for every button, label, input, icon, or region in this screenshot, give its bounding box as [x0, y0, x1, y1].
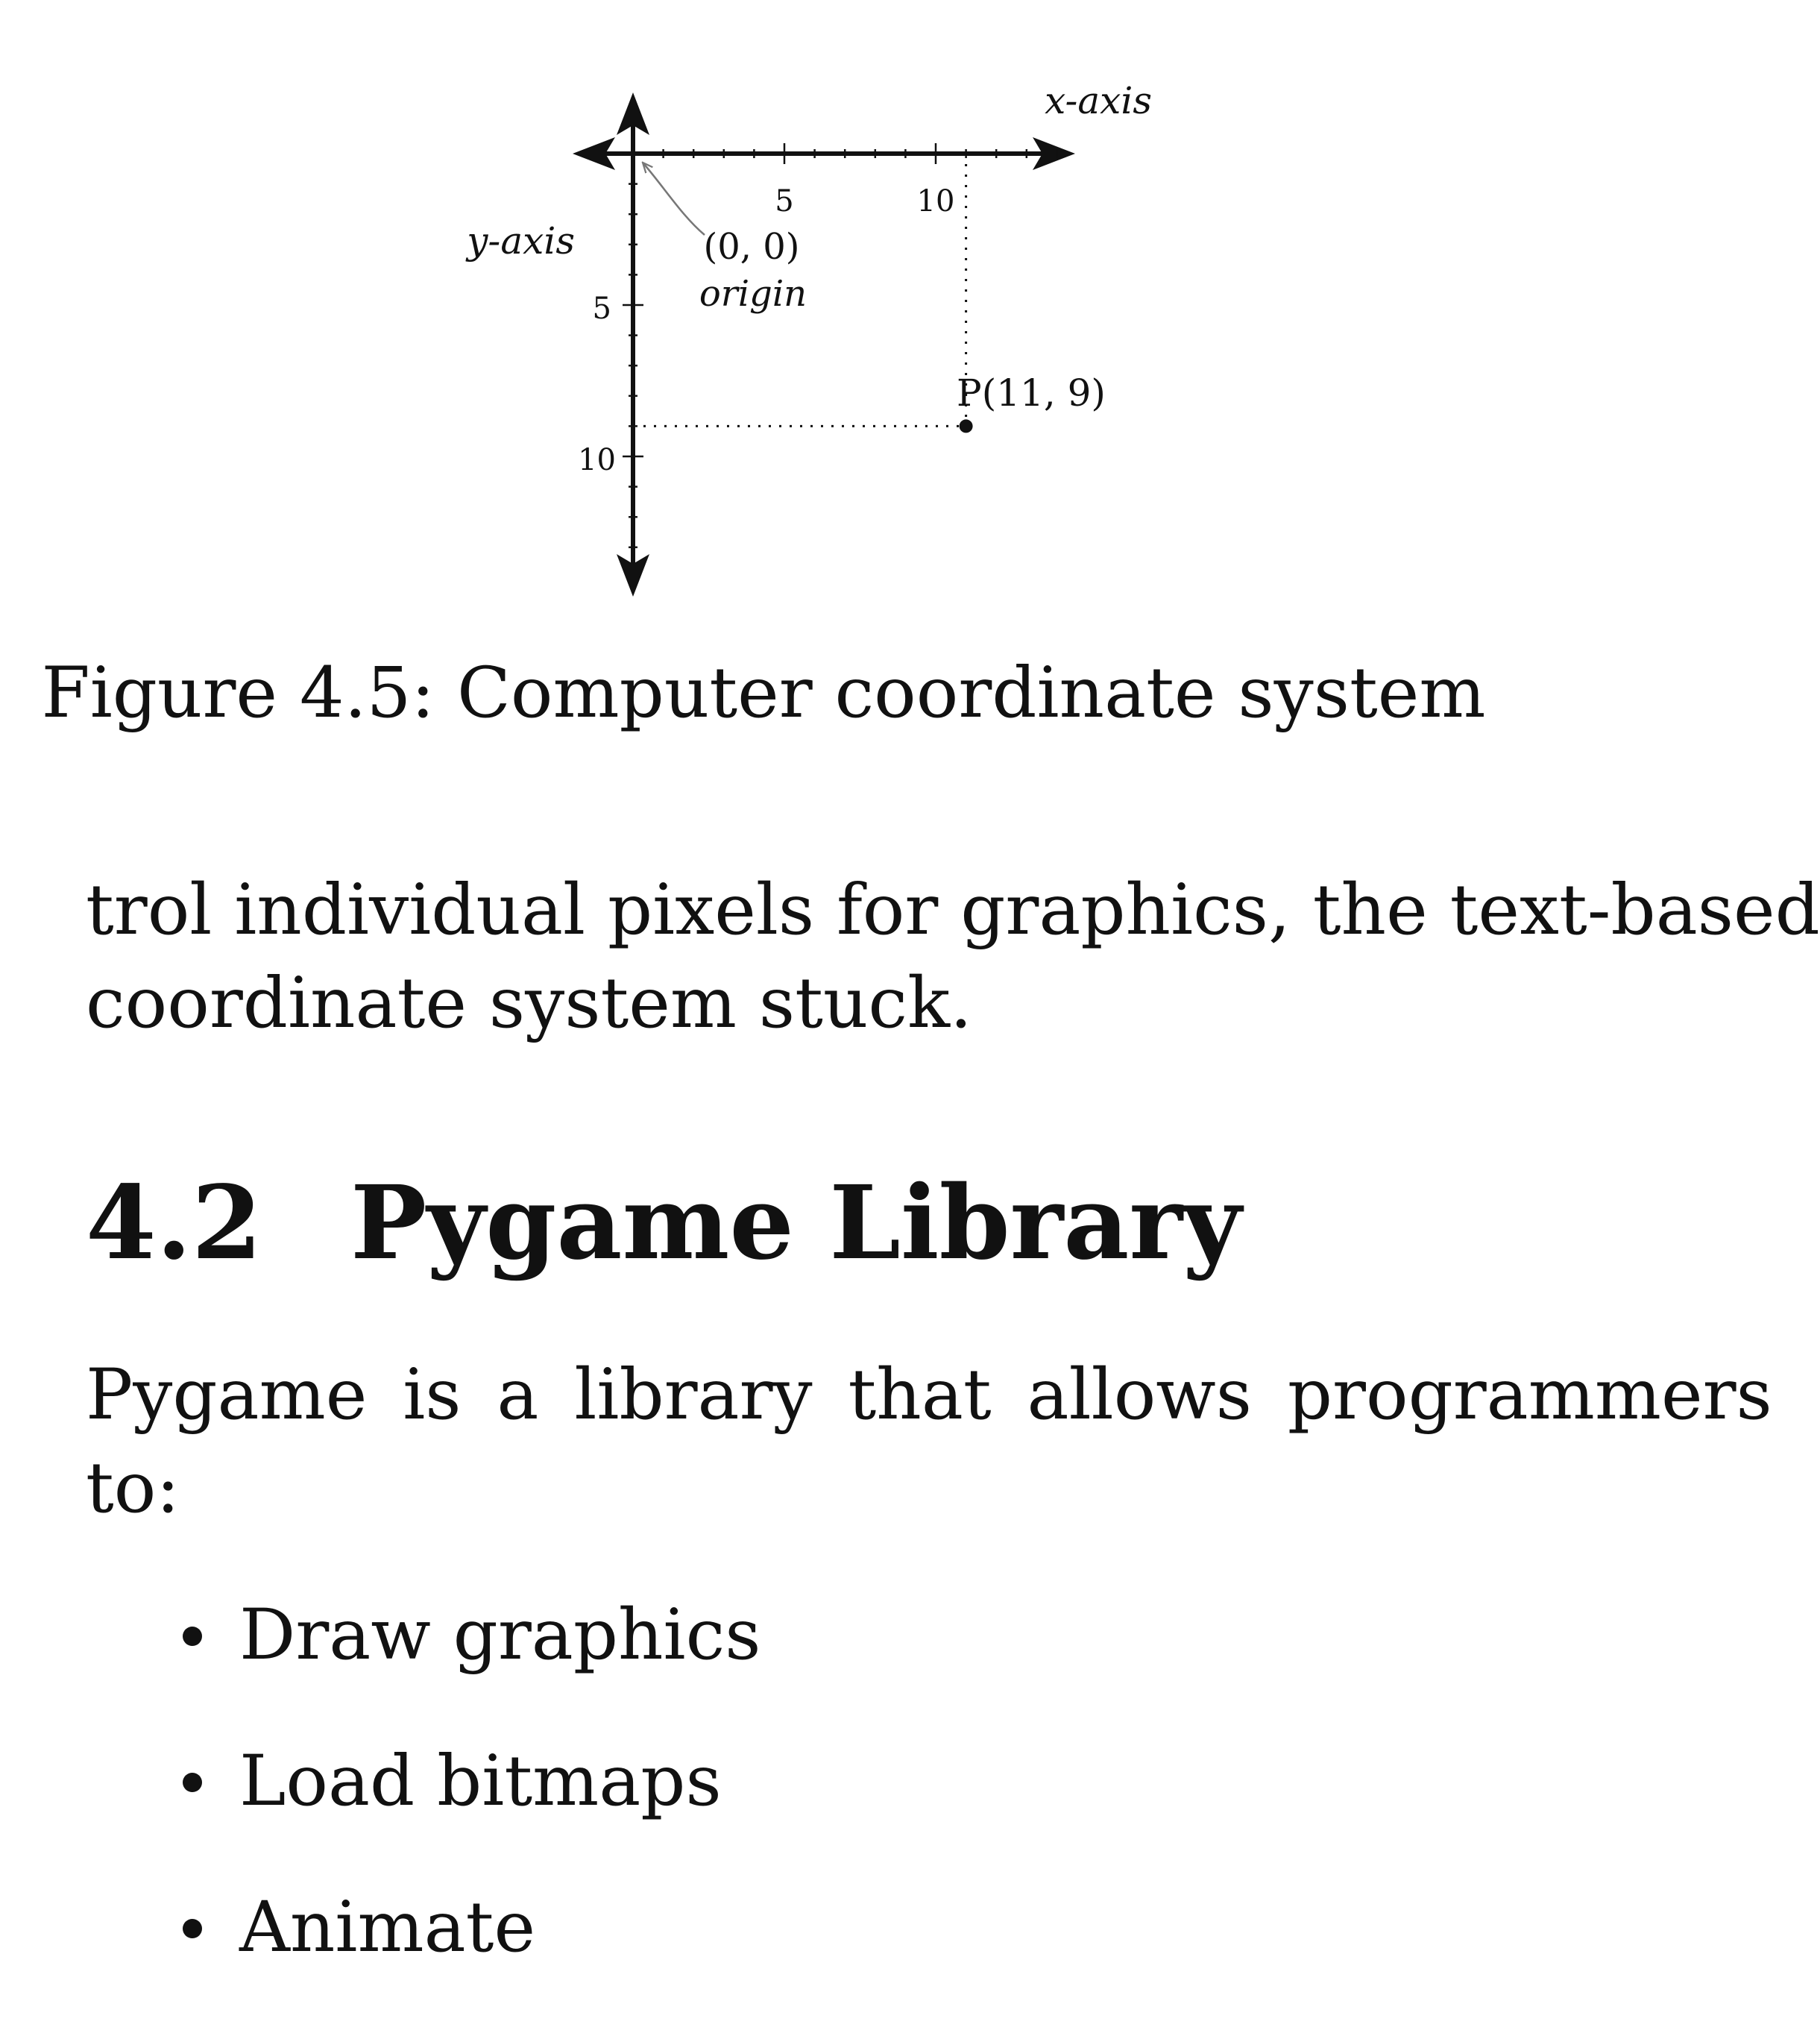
paragraph-line: trol individual pixels for graphics, the text-based	[86, 870, 1820, 951]
section-heading	[86, 1163, 1242, 1283]
x-tick-label-5: 5	[775, 184, 794, 219]
list-item	[183, 1881, 761, 2027]
paragraph-continuation	[86, 864, 1820, 1050]
capability-list	[183, 1589, 761, 2027]
origin-pointer-arrow	[643, 163, 705, 235]
section-title: Pygame Library	[350, 1163, 1242, 1283]
paragraph-intro	[86, 1348, 1772, 1535]
list-item-text: Load bitmaps	[239, 1741, 722, 1822]
origin-label: origin	[699, 273, 807, 315]
list-item	[183, 1589, 761, 1735]
coordinate-system-figure	[0, 0, 1527, 641]
paragraph-line: Pygame is a library that allows programmers	[86, 1354, 1772, 1436]
point-p-marker	[960, 419, 973, 433]
paragraph-line: coordinate system stuck.	[86, 963, 972, 1044]
y-tick-label-5: 5	[592, 292, 611, 326]
x-axis-label: x-axis	[1045, 79, 1152, 122]
paragraph-line: to:	[86, 1448, 180, 1529]
origin-coordinates: (0, 0)	[703, 226, 800, 268]
bullet-icon	[183, 1627, 202, 1646]
bullet-icon	[183, 1773, 202, 1792]
figure-caption: Figure 4.5: Computer coordinate system	[41, 653, 1486, 734]
axes	[582, 101, 1066, 589]
list-item	[183, 1735, 761, 1881]
list-item-text: Draw graphics	[239, 1594, 761, 1676]
section-number: 4.2	[86, 1163, 262, 1283]
y-axis-label: y-axis	[467, 219, 575, 263]
bullet-icon	[183, 1919, 202, 1938]
x-tick-label-10: 10	[916, 184, 955, 219]
list-item-text: Animate	[239, 1887, 536, 1968]
y-tick-label-10: 10	[578, 443, 616, 477]
point-p-label: P(11, 9)	[957, 371, 1106, 415]
